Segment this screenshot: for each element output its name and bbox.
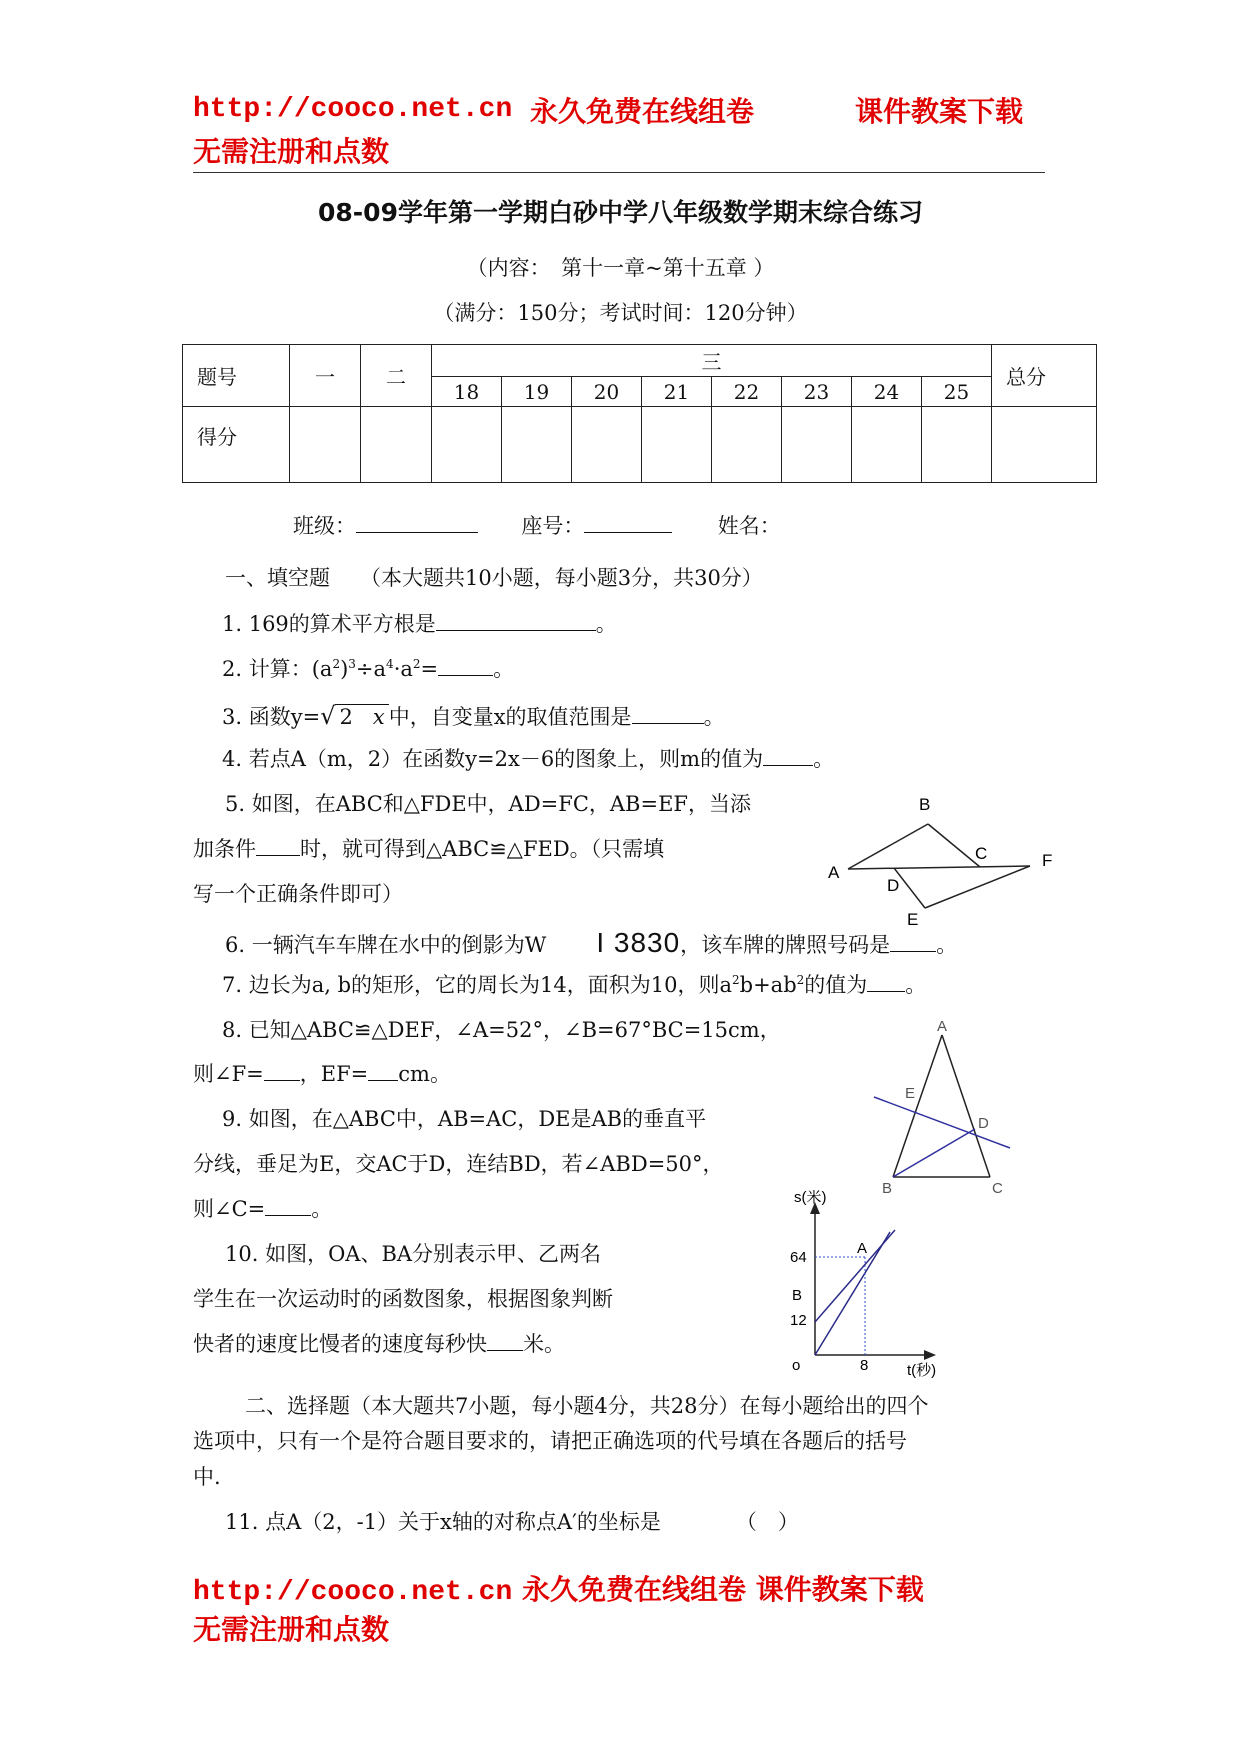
question-8-line-2: 则∠F= ，EF= cm。 xyxy=(193,1062,451,1086)
q10-answer-blank[interactable] xyxy=(487,1350,523,1351)
score-cell-24[interactable] xyxy=(852,407,922,483)
question-8-line-1: 8. 已知△ABC≌△DEF，∠A=52°，∠B=67°BC=15cm， xyxy=(222,1018,781,1042)
svg-text:A: A xyxy=(937,1018,948,1035)
q2-answer-blank[interactable] xyxy=(438,675,493,676)
svg-text:B: B xyxy=(919,795,931,814)
footer-slogan-3: 无需注册和点数 xyxy=(193,1613,390,1646)
section-2: 二 xyxy=(361,345,432,407)
svg-text:F: F xyxy=(1042,851,1053,870)
total-label: 总分 xyxy=(992,345,1097,407)
footer-line-1 xyxy=(193,1568,924,1608)
header-url-link[interactable]: http://cooco.net.cn xyxy=(193,94,513,125)
part1-heading: 一、填空题 （本大题共10小题，每小题3分，共30分） xyxy=(225,566,763,590)
svg-text:E: E xyxy=(905,1085,916,1102)
q-label: 题号 xyxy=(183,345,290,407)
q4-answer-blank[interactable] xyxy=(763,765,813,766)
q9-answer-blank[interactable] xyxy=(265,1215,311,1216)
subtitle-score-time: （满分：150分；考试时间：120分钟） xyxy=(433,301,808,325)
score-cell-2[interactable] xyxy=(361,407,432,483)
score-cell-20[interactable] xyxy=(572,407,642,483)
svg-text:A: A xyxy=(857,1240,868,1257)
score-table xyxy=(182,344,1097,483)
svg-text:12: 12 xyxy=(790,1312,807,1329)
subtitle-content: （内容： 第十一章~第十五章 ） xyxy=(466,256,775,280)
question-4: 4. 若点A（m，2）在函数y=2x－6的图象上，则m的值为 。 xyxy=(222,747,835,771)
header-slogan-2: 课件教案下载 xyxy=(855,95,1024,128)
footer-url-link[interactable]: http://cooco.net.cn xyxy=(193,1577,513,1608)
svg-text:t(秒): t(秒) xyxy=(907,1362,937,1379)
question-9-line-3: 则∠C= 。 xyxy=(193,1197,333,1221)
part2-line-3: 中. xyxy=(193,1465,221,1489)
question-9-line-2: 分线，垂足为E，交AC于D，连结BD，若∠ABD=50°， xyxy=(193,1152,724,1176)
class-field[interactable] xyxy=(356,532,478,533)
score-cell-25[interactable] xyxy=(922,407,992,483)
svg-text:B: B xyxy=(882,1180,893,1195)
q5-triangles-figure xyxy=(820,790,1060,930)
score-cell-total[interactable] xyxy=(992,407,1097,483)
num-20: 20 xyxy=(572,377,642,407)
student-info xyxy=(293,515,781,538)
num-18: 18 xyxy=(432,377,502,407)
svg-text:C: C xyxy=(992,1180,1003,1195)
score-cell-18[interactable] xyxy=(432,407,502,483)
question-6: 6. 一辆汽车车牌在水中的倒影为W I 3830，该车牌的牌照号码是 。 xyxy=(225,927,958,958)
score-label: 得分 xyxy=(183,407,290,483)
score-cell-22[interactable] xyxy=(712,407,782,483)
question-5-line-1: 5. 如图，在ABC和△FDE中，AD=FC，AB=EF，当添 xyxy=(225,792,751,816)
part2-line-2: 选项中，只有一个是符合题目要求的，请把正确选项的代号填在各题后的括号 xyxy=(193,1429,907,1453)
footer-slogan-1: 永久免费在线组卷 xyxy=(522,1573,747,1606)
question-5-line-3: 写一个正确条件即可） xyxy=(193,882,403,906)
question-10-line-2: 学生在一次运动时的函数图象，根据图象判断 xyxy=(193,1287,613,1311)
question-2: 2. 计算：$(a^2)^3\div a^4\cdot a^2=$ 。 xyxy=(222,657,515,681)
question-1: 1. 169的算术平方根是 。 xyxy=(222,612,617,636)
part1-note: （本大题共10小题，每小题3分，共30分） xyxy=(360,566,763,590)
q8-length-blank[interactable] xyxy=(368,1080,398,1081)
sqrt-icon: √ xyxy=(320,702,336,730)
header-line-1 xyxy=(193,90,512,125)
q6-answer-blank[interactable] xyxy=(890,951,936,952)
svg-text:64: 64 xyxy=(790,1249,807,1266)
header-slogan-3: 无需注册和点数 xyxy=(193,135,390,168)
q8-angle-blank[interactable] xyxy=(264,1080,300,1081)
part2-line-1: 二、选择题（本大题共7小题，每小题4分，共28分）在每小题给出的四个 xyxy=(245,1394,929,1418)
radicand: 2 x xyxy=(335,704,388,729)
question-10-line-1: 10. 如图，OA、BA分别表示甲、乙两名 xyxy=(225,1242,602,1266)
q1-answer-blank[interactable] xyxy=(436,630,596,631)
score-cell-21[interactable] xyxy=(642,407,712,483)
section-1: 一 xyxy=(290,345,361,407)
num-19: 19 xyxy=(502,377,572,407)
question-9-line-1: 9. 如图，在△ABC中，AB=AC，DE是AB的垂直平 xyxy=(222,1107,707,1131)
svg-text:E: E xyxy=(907,910,919,929)
score-cell-19[interactable] xyxy=(502,407,572,483)
svg-text:B: B xyxy=(792,1287,803,1304)
svg-text:D: D xyxy=(978,1115,989,1132)
q11-answer-paren[interactable]: （ ） xyxy=(735,1510,799,1534)
q3-answer-blank[interactable] xyxy=(632,723,704,724)
name-label: 姓名： xyxy=(717,514,781,538)
svg-text:C: C xyxy=(975,844,988,863)
num-25: 25 xyxy=(922,377,992,407)
seat-label: 座号： xyxy=(521,514,585,538)
question-3: 3. 函数y=√ 2 x 中，自变量x的取值范围是 。 xyxy=(222,702,725,730)
question-5-line-2: 加条件 时，就可得到△ABC≌△FED。（只需填 xyxy=(193,837,665,861)
footer-slogan-2: 课件教案下载 xyxy=(755,1573,924,1606)
svg-text:o: o xyxy=(792,1357,801,1374)
score-cell-1[interactable] xyxy=(290,407,361,483)
q5-answer-blank[interactable] xyxy=(256,855,300,856)
q10-motion-graph xyxy=(780,1190,960,1380)
num-22: 22 xyxy=(712,377,782,407)
seat-field[interactable] xyxy=(584,532,672,533)
num-23: 23 xyxy=(782,377,852,407)
header-slogan-1: 永久免费在线组卷 xyxy=(530,95,755,128)
question-10-line-3: 快者的速度比慢者的速度每秒快 米。 xyxy=(193,1332,565,1356)
svg-text:8: 8 xyxy=(860,1357,869,1374)
score-cell-23[interactable] xyxy=(782,407,852,483)
page-title: 08-09学年第一学期白砂中学八年级数学期末综合练习 xyxy=(318,198,923,227)
license-plate-reflection: I 3830 xyxy=(596,927,681,958)
num-24: 24 xyxy=(852,377,922,407)
question-7: 7. 边长为a, b的矩形，它的周长为14，面积为10，则$a^2b+ab^2$的值为 。 xyxy=(222,973,927,997)
class-label: 班级： xyxy=(293,514,356,538)
num-21: 21 xyxy=(642,377,712,407)
svg-text:D: D xyxy=(887,876,900,895)
svg-text:A: A xyxy=(828,863,840,882)
header-divider xyxy=(193,172,1045,173)
q9-triangle-figure xyxy=(860,1015,1020,1195)
svg-text:s(米): s(米) xyxy=(794,1190,827,1206)
section-3: 三 xyxy=(432,345,992,377)
q7-answer-blank[interactable] xyxy=(867,991,905,992)
question-11: 11. 点A（2，-1）关于x轴的对称点A′的坐标是 （ ） xyxy=(225,1510,799,1534)
